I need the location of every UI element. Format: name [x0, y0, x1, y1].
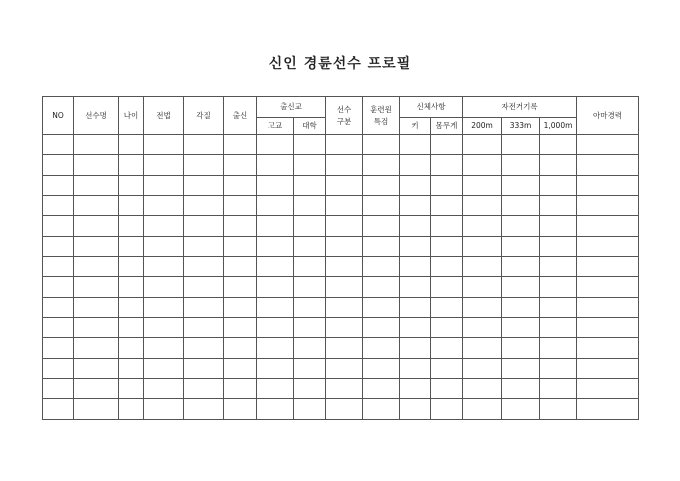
table-cell[interactable] [326, 358, 363, 378]
table-cell[interactable] [502, 318, 540, 338]
table-cell[interactable] [119, 379, 144, 399]
table-cell[interactable] [540, 216, 577, 236]
table-cell[interactable] [119, 399, 144, 420]
table-cell[interactable] [463, 277, 502, 297]
table-row [43, 257, 639, 277]
header-high-school: 고교 [257, 118, 294, 135]
table-cell[interactable] [294, 236, 326, 256]
table-cell[interactable] [294, 196, 326, 216]
table-cell[interactable] [43, 318, 74, 338]
table-row [43, 399, 639, 420]
table-cell[interactable] [257, 277, 294, 297]
table-cell[interactable] [363, 297, 400, 317]
table-cell[interactable] [540, 318, 577, 338]
table-cell[interactable] [363, 379, 400, 399]
table-cell[interactable] [257, 399, 294, 420]
table-cell[interactable] [43, 399, 74, 420]
table-cell[interactable] [540, 135, 577, 155]
table-row [43, 216, 639, 236]
table-cell[interactable] [363, 257, 400, 277]
table-cell[interactable] [119, 175, 144, 195]
table-cell[interactable] [502, 135, 540, 155]
table-cell[interactable] [363, 175, 400, 195]
table-cell[interactable] [257, 358, 294, 378]
table-cell[interactable] [363, 358, 400, 378]
table-cell[interactable] [144, 196, 184, 216]
page-title: 신인 경륜선수 프로필 [268, 56, 412, 72]
table-cell[interactable] [294, 175, 326, 195]
table-cell[interactable] [577, 338, 639, 358]
table-row [43, 338, 639, 358]
table-cell[interactable] [431, 338, 463, 358]
table-cell[interactable] [184, 358, 224, 378]
table-row [43, 155, 639, 175]
header-height: 키 [400, 118, 431, 135]
table-cell[interactable] [540, 257, 577, 277]
table-cell[interactable] [400, 175, 431, 195]
table-cell[interactable] [463, 257, 502, 277]
table-cell[interactable] [400, 277, 431, 297]
table-cell[interactable] [463, 379, 502, 399]
table-cell[interactable] [144, 358, 184, 378]
table-cell[interactable] [144, 155, 184, 175]
table-cell[interactable] [326, 216, 363, 236]
header-training-line1: 훈련원 [370, 105, 392, 115]
table-cell[interactable] [400, 155, 431, 175]
table-cell[interactable] [540, 379, 577, 399]
table-cell[interactable] [224, 338, 257, 358]
table-cell[interactable] [74, 196, 119, 216]
table-cell[interactable] [257, 297, 294, 317]
table-cell[interactable] [224, 257, 257, 277]
table-cell[interactable] [184, 236, 224, 256]
table-cell[interactable] [326, 236, 363, 256]
table-cell[interactable] [577, 257, 639, 277]
table-cell[interactable] [540, 175, 577, 195]
table-cell[interactable] [294, 297, 326, 317]
table-cell[interactable] [257, 155, 294, 175]
table-cell[interactable] [502, 155, 540, 175]
table-cell[interactable] [224, 318, 257, 338]
table-cell[interactable] [540, 236, 577, 256]
table-cell[interactable] [502, 236, 540, 256]
table-cell[interactable] [326, 297, 363, 317]
table-cell[interactable] [184, 297, 224, 317]
table-cell[interactable] [74, 399, 119, 420]
table-row [43, 236, 639, 256]
header-age: 나이 [119, 97, 144, 135]
table-cell[interactable] [294, 135, 326, 155]
table-cell[interactable] [184, 277, 224, 297]
table-cell[interactable] [463, 216, 502, 236]
table-cell[interactable] [184, 135, 224, 155]
table-cell[interactable] [43, 257, 74, 277]
table-cell[interactable] [74, 358, 119, 378]
table-cell[interactable] [363, 318, 400, 338]
table-cell[interactable] [294, 338, 326, 358]
table-cell[interactable] [144, 379, 184, 399]
table-cell[interactable] [400, 318, 431, 338]
table-cell[interactable] [119, 277, 144, 297]
table-row [43, 318, 639, 338]
table-cell[interactable] [540, 277, 577, 297]
header-name: 선수명 [74, 97, 119, 135]
table-cell[interactable] [224, 135, 257, 155]
table-cell[interactable] [119, 155, 144, 175]
table-cell[interactable] [502, 399, 540, 420]
table-cell[interactable] [363, 399, 400, 420]
table-cell[interactable] [540, 155, 577, 175]
table-cell[interactable] [74, 297, 119, 317]
table-cell[interactable] [74, 318, 119, 338]
table-cell[interactable] [502, 358, 540, 378]
table-cell[interactable] [463, 236, 502, 256]
table-cell[interactable] [257, 318, 294, 338]
table-cell[interactable] [144, 175, 184, 195]
table-cell[interactable] [184, 196, 224, 216]
table-cell[interactable] [43, 338, 74, 358]
table-cell[interactable] [502, 277, 540, 297]
table-cell[interactable] [502, 379, 540, 399]
table-cell[interactable] [400, 379, 431, 399]
table-cell[interactable] [540, 358, 577, 378]
table-cell[interactable] [577, 297, 639, 317]
table-cell[interactable] [294, 277, 326, 297]
table-cell[interactable] [224, 155, 257, 175]
table-cell[interactable] [363, 216, 400, 236]
table-cell[interactable] [577, 379, 639, 399]
header-cycling-record: 자전거기록 [463, 97, 577, 118]
header-amateur-career: 아마경력 [577, 97, 639, 135]
table-cell[interactable] [74, 338, 119, 358]
table-cell[interactable] [400, 297, 431, 317]
table-cell[interactable] [224, 399, 257, 420]
table-cell[interactable] [463, 135, 502, 155]
header-training [363, 97, 400, 135]
table-cell[interactable] [224, 175, 257, 195]
table-body [43, 135, 639, 420]
table-cell[interactable] [502, 175, 540, 195]
table-cell[interactable] [119, 196, 144, 216]
table-cell[interactable] [577, 175, 639, 195]
table-cell[interactable] [119, 358, 144, 378]
table-cell[interactable] [502, 257, 540, 277]
table-cell[interactable] [577, 196, 639, 216]
table-cell[interactable] [577, 155, 639, 175]
header-player-type-line2: 구분 [336, 116, 352, 126]
table-cell[interactable] [144, 338, 184, 358]
table-cell[interactable] [119, 257, 144, 277]
table-cell[interactable] [431, 399, 463, 420]
table-cell[interactable] [326, 257, 363, 277]
table-cell[interactable] [577, 236, 639, 256]
table-cell[interactable] [119, 236, 144, 256]
table-cell[interactable] [224, 379, 257, 399]
table-cell[interactable] [326, 135, 363, 155]
table-cell[interactable] [257, 236, 294, 256]
table-cell[interactable] [540, 297, 577, 317]
table-cell[interactable] [326, 175, 363, 195]
header-style: 전법 [144, 97, 184, 135]
table-cell[interactable] [74, 175, 119, 195]
table-row [43, 277, 639, 297]
table-cell[interactable] [431, 358, 463, 378]
header-college: 대학 [294, 118, 326, 135]
table-cell[interactable] [184, 318, 224, 338]
table-cell[interactable] [400, 135, 431, 155]
table-cell[interactable] [463, 155, 502, 175]
table-cell[interactable] [400, 257, 431, 277]
table-cell[interactable] [184, 379, 224, 399]
table-cell[interactable] [184, 216, 224, 236]
table-cell[interactable] [540, 399, 577, 420]
header-origin: 출신 [224, 97, 257, 135]
header-player-type [326, 97, 363, 135]
table-cell[interactable] [224, 196, 257, 216]
table-cell[interactable] [43, 135, 74, 155]
table-cell[interactable] [144, 277, 184, 297]
table-cell[interactable] [363, 277, 400, 297]
table-cell[interactable] [257, 257, 294, 277]
table-cell[interactable] [431, 155, 463, 175]
table-cell[interactable] [43, 175, 74, 195]
table-cell[interactable] [577, 277, 639, 297]
table-cell[interactable] [431, 175, 463, 195]
table-cell[interactable] [144, 236, 184, 256]
table-cell[interactable] [463, 399, 502, 420]
profile-table [42, 96, 639, 420]
table-cell[interactable] [577, 399, 639, 420]
table-cell[interactable] [431, 236, 463, 256]
table-cell[interactable] [400, 399, 431, 420]
table-cell[interactable] [502, 216, 540, 236]
table-row [43, 297, 639, 317]
table-cell[interactable] [184, 257, 224, 277]
table-cell[interactable] [363, 135, 400, 155]
table-cell[interactable] [43, 379, 74, 399]
table-cell[interactable] [363, 236, 400, 256]
table-cell[interactable] [257, 379, 294, 399]
table-cell[interactable] [43, 277, 74, 297]
table-cell[interactable] [326, 399, 363, 420]
table-cell[interactable] [74, 135, 119, 155]
table-cell[interactable] [43, 297, 74, 317]
table-cell[interactable] [400, 196, 431, 216]
table-cell[interactable] [294, 216, 326, 236]
table-cell[interactable] [400, 236, 431, 256]
table-cell[interactable] [144, 216, 184, 236]
table-cell[interactable] [400, 216, 431, 236]
table-cell[interactable] [74, 277, 119, 297]
table-cell[interactable] [257, 338, 294, 358]
table-cell[interactable] [43, 236, 74, 256]
table-cell[interactable] [294, 155, 326, 175]
table-cell[interactable] [431, 196, 463, 216]
table-cell[interactable] [502, 196, 540, 216]
header-leg: 각질 [184, 97, 224, 135]
table-cell[interactable] [184, 175, 224, 195]
table-cell[interactable] [326, 379, 363, 399]
table-cell[interactable] [119, 338, 144, 358]
table-cell[interactable] [502, 297, 540, 317]
table-cell[interactable] [326, 338, 363, 358]
table-cell[interactable] [43, 216, 74, 236]
table-cell[interactable] [43, 358, 74, 378]
table-cell[interactable] [577, 216, 639, 236]
table-cell[interactable] [326, 155, 363, 175]
table-cell[interactable] [363, 338, 400, 358]
table-cell[interactable] [144, 297, 184, 317]
table-cell[interactable] [119, 297, 144, 317]
header-333m: 333m [502, 118, 540, 135]
table-cell[interactable] [144, 135, 184, 155]
table-cell[interactable] [326, 196, 363, 216]
table-cell[interactable] [363, 196, 400, 216]
header-1000m: 1,000m [540, 118, 577, 135]
table-cell[interactable] [431, 379, 463, 399]
table-cell[interactable] [431, 277, 463, 297]
table-cell[interactable] [294, 257, 326, 277]
table-cell[interactable] [431, 318, 463, 338]
table-cell[interactable] [502, 338, 540, 358]
table-cell[interactable] [144, 318, 184, 338]
table-cell[interactable] [224, 236, 257, 256]
table-cell[interactable] [43, 155, 74, 175]
table-cell[interactable] [294, 358, 326, 378]
table-row [43, 196, 639, 216]
table-cell[interactable] [257, 135, 294, 155]
table-cell[interactable] [540, 338, 577, 358]
table-cell[interactable] [431, 257, 463, 277]
table-cell[interactable] [294, 399, 326, 420]
table-cell[interactable] [119, 135, 144, 155]
header-player-type-line1: 선수 [336, 105, 352, 115]
table-row [43, 175, 639, 195]
header-training-line2: 특검 [373, 116, 389, 126]
table-cell[interactable] [257, 216, 294, 236]
table-cell[interactable] [224, 297, 257, 317]
table-cell[interactable] [400, 358, 431, 378]
header-school: 출신교 [257, 97, 326, 118]
table-cell[interactable] [294, 379, 326, 399]
table-cell[interactable] [463, 358, 502, 378]
table-cell[interactable] [74, 236, 119, 256]
table-cell[interactable] [463, 297, 502, 317]
table-cell[interactable] [74, 216, 119, 236]
table-cell[interactable] [144, 257, 184, 277]
table-cell[interactable] [257, 196, 294, 216]
table-cell[interactable] [577, 135, 639, 155]
table-cell[interactable] [74, 155, 119, 175]
table-cell[interactable] [577, 318, 639, 338]
table-cell[interactable] [224, 277, 257, 297]
table-cell[interactable] [294, 318, 326, 338]
table-cell[interactable] [119, 318, 144, 338]
table-row [43, 135, 639, 155]
table-cell[interactable] [119, 216, 144, 236]
header-200m: 200m [463, 118, 502, 135]
table-cell[interactable] [463, 338, 502, 358]
table-cell[interactable] [463, 175, 502, 195]
table-row [43, 379, 639, 399]
table-cell[interactable] [431, 297, 463, 317]
table-cell[interactable] [577, 358, 639, 378]
table-cell[interactable] [463, 318, 502, 338]
table-cell[interactable] [144, 399, 184, 420]
table-cell[interactable] [363, 155, 400, 175]
table-cell[interactable] [184, 399, 224, 420]
table-cell[interactable] [184, 155, 224, 175]
table-cell[interactable] [43, 196, 74, 216]
table-cell[interactable] [224, 216, 257, 236]
table-cell[interactable] [540, 196, 577, 216]
table-cell[interactable] [74, 257, 119, 277]
table-cell[interactable] [326, 318, 363, 338]
table-cell[interactable] [74, 379, 119, 399]
table-row [43, 358, 639, 378]
table-cell[interactable] [463, 196, 502, 216]
table-cell[interactable] [431, 135, 463, 155]
table-cell[interactable] [326, 277, 363, 297]
header-physical: 신체사항 [400, 97, 463, 118]
table-cell[interactable] [257, 175, 294, 195]
table-cell[interactable] [400, 338, 431, 358]
table-cell[interactable] [431, 216, 463, 236]
header-weight: 몸무게 [431, 118, 463, 135]
header-no: NO [43, 97, 74, 135]
table-cell[interactable] [184, 338, 224, 358]
table-cell[interactable] [224, 358, 257, 378]
